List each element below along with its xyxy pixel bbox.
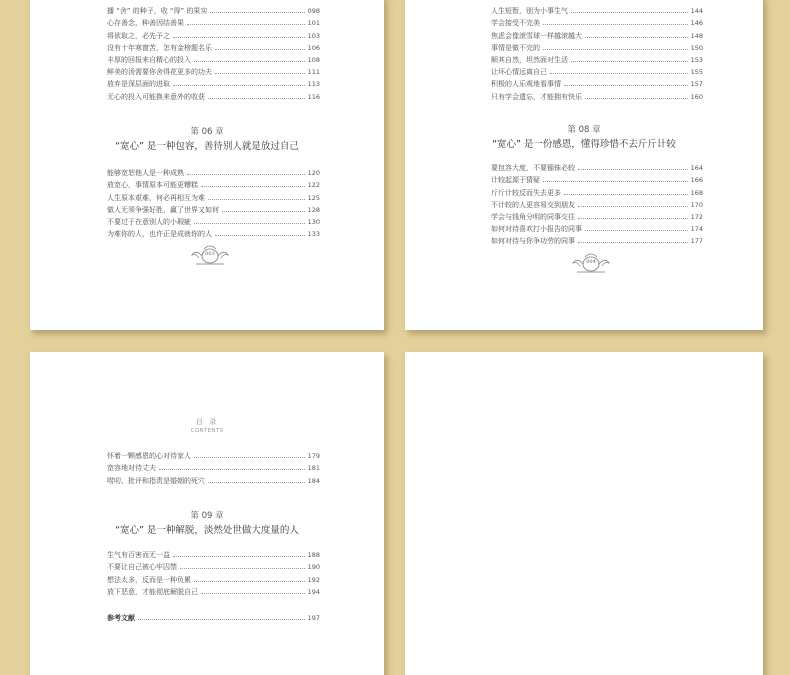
- leader-dots: [578, 206, 688, 207]
- leader-dots: [585, 37, 688, 38]
- leader-dots: [571, 61, 688, 62]
- reference-entry: [107, 610, 320, 622]
- toc-entry-page: 157: [690, 80, 703, 89]
- toc-entry-title: 放弃是深层面的进取: [107, 80, 170, 89]
- leader-dots: [215, 73, 305, 74]
- chapter-heading: [405, 125, 763, 151]
- toc-entry-page: 116: [307, 92, 320, 101]
- toc-entry[interactable]: [107, 226, 320, 238]
- toc-entry[interactable]: [491, 40, 703, 52]
- toc-entry-page: 106: [307, 43, 320, 52]
- page-number: 004: [586, 259, 596, 265]
- page-number: 003: [205, 251, 215, 257]
- toc-entry-page: 098: [307, 7, 320, 16]
- toc-entry-title: 为难你的人，也许正是成就你的人: [107, 230, 212, 239]
- chapter-number: 第 08 章: [567, 125, 601, 135]
- toc-entry[interactable]: [107, 3, 320, 15]
- toc-entry-title: 让坏心情远离自己: [491, 68, 547, 77]
- leader-dots: [159, 469, 305, 470]
- toc-entry[interactable]: [107, 214, 320, 226]
- chapter-heading: [30, 127, 384, 153]
- toc-entry-title: 心存善念，种善因结善果: [107, 19, 184, 28]
- toc-entry-page: 164: [690, 164, 703, 173]
- toc-entry-page: 133: [307, 230, 320, 239]
- chapter-number: 第 06 章: [190, 127, 224, 137]
- leader-dots: [201, 593, 305, 594]
- toc-entry[interactable]: [491, 76, 703, 88]
- toc-entry-title: 不要让自己被心牢囚禁: [107, 563, 177, 572]
- toc-entry-page: 155: [690, 68, 703, 77]
- leader-dots: [578, 218, 688, 219]
- chapter-number: 第 09 章: [190, 511, 224, 521]
- toc-entry-page: 174: [690, 225, 703, 234]
- toc-entry[interactable]: [107, 88, 320, 100]
- toc-entry-title: 参考文献: [107, 614, 135, 623]
- page-number-emblem: [571, 251, 611, 275]
- toc-entry[interactable]: [107, 559, 320, 571]
- toc-entry-page: 190: [307, 563, 320, 572]
- toc-entry-page: 101: [307, 19, 320, 28]
- toc-entry-page: 146: [690, 19, 703, 28]
- leader-dots: [564, 85, 688, 86]
- leader-dots: [564, 194, 688, 195]
- toc-entry-title: 计较起源于猜疑: [491, 176, 540, 185]
- leader-dots: [550, 73, 688, 74]
- toc-entry-page: 113: [307, 80, 320, 89]
- toc-entry[interactable]: [107, 202, 320, 214]
- chapter-title: “宽心” 是一种包容，善待别人就是放过自己: [115, 141, 299, 152]
- toc-list: [491, 3, 703, 101]
- leader-dots: [201, 186, 305, 187]
- toc-entry[interactable]: [107, 547, 320, 559]
- toc-entry-title: 丰厚的回报来自精心的投入: [107, 55, 191, 64]
- toc-entry-page: 148: [690, 31, 703, 40]
- leader-dots: [578, 242, 688, 243]
- toc-entry[interactable]: [107, 571, 320, 583]
- toc-entry-title: 无心的投入可能换来意外的收获: [107, 92, 205, 101]
- leader-dots: [571, 12, 688, 13]
- toc-entry[interactable]: [107, 584, 320, 596]
- leader-dots: [180, 568, 305, 569]
- toc-entry-page: 144: [690, 7, 703, 16]
- toc-entry[interactable]: [107, 15, 320, 27]
- toc-entry-title: 积极的人乐观地看事情: [491, 80, 561, 89]
- toc-entry[interactable]: [491, 64, 703, 76]
- leader-dots: [208, 98, 305, 99]
- toc-entry-title: 如何对待喜欢打小报告的同事: [491, 225, 582, 234]
- leader-dots: [194, 457, 305, 458]
- toc-entry-title: 学会与钱角分明的同事交往: [491, 212, 575, 221]
- toc-entry-title: 放下恶意，才能彻底解脱自己: [107, 587, 198, 596]
- toc-list: [107, 448, 320, 485]
- leader-dots: [215, 235, 305, 236]
- toc-entry-page: 192: [307, 575, 320, 584]
- toc-entry[interactable]: [107, 472, 320, 484]
- toc-entry[interactable]: [107, 27, 320, 39]
- leader-dots: [222, 211, 305, 212]
- toc-entry-title: 要包容大度，不要锱铢必较: [491, 164, 575, 173]
- toc-entry-page: 170: [690, 200, 703, 209]
- toc-entry[interactable]: [107, 460, 320, 472]
- toc-entry-page: 177: [690, 237, 703, 246]
- toc-entry[interactable]: [491, 160, 703, 172]
- toc-entry[interactable]: [107, 40, 320, 52]
- leader-dots: [585, 98, 688, 99]
- book-page-top-left: [30, 0, 384, 330]
- toc-entry-title: 做人无须争强好胜，赢了世界又如何: [107, 205, 219, 214]
- toc-entry[interactable]: [491, 88, 703, 100]
- leader-dots: [215, 49, 305, 50]
- contents-heading: [30, 417, 384, 434]
- leader-dots: [578, 169, 688, 170]
- toc-list: [107, 165, 320, 238]
- toc-entry-page: 179: [307, 452, 320, 461]
- toc-entry-page: 103: [307, 31, 320, 40]
- leader-dots: [585, 230, 688, 231]
- chapter-heading: [30, 511, 384, 537]
- leader-dots: [194, 223, 305, 224]
- toc-entry[interactable]: [491, 197, 703, 209]
- toc-entry-title: 播 “舍” 的种子，收 “得” 的果实: [107, 7, 208, 16]
- toc-entry-title: 只有学会遗忘，才能拥有快乐: [491, 92, 582, 101]
- toc-entry-page: 111: [307, 68, 320, 77]
- toc-entry[interactable]: [491, 27, 703, 39]
- toc-entry[interactable]: [491, 172, 703, 184]
- toc-entry-title: 事情是做不完的: [491, 43, 540, 52]
- toc-entry[interactable]: [107, 610, 320, 622]
- toc-entry-title: 焦虑会像滚雪球一样越滚越大: [491, 31, 582, 40]
- toc-entry-page: 166: [690, 176, 703, 185]
- toc-entry-page: 181: [307, 464, 320, 473]
- toc-entry[interactable]: [491, 3, 703, 15]
- toc-entry[interactable]: [491, 209, 703, 221]
- toc-entry-title: 没有十年寒窗苦，怎有金榜题名乐: [107, 43, 212, 52]
- toc-entry-page: 125: [307, 193, 320, 202]
- toc-entry[interactable]: [107, 64, 320, 76]
- toc-entry[interactable]: [491, 52, 703, 64]
- toc-entry[interactable]: [107, 448, 320, 460]
- toc-entry[interactable]: [491, 184, 703, 196]
- leader-dots: [194, 61, 305, 62]
- toc-entry-title: 人生短暂，别为小事生气: [491, 7, 568, 16]
- toc-entry[interactable]: [491, 233, 703, 245]
- toc-entry-page: 197: [307, 614, 320, 623]
- toc-entry-page: 130: [307, 217, 320, 226]
- toc-list: [491, 160, 703, 245]
- toc-entry-page: 188: [307, 551, 320, 560]
- toc-entry[interactable]: [491, 221, 703, 233]
- toc-entry-page: 128: [307, 205, 320, 214]
- toc-entry-title: 鲜美的汤需要你舍得花更多的功夫: [107, 68, 212, 77]
- chapter-title: “宽心” 是一种解脱，淡然处世做大度量的人: [115, 525, 299, 536]
- contents-subtitle: CONTENTS: [190, 428, 224, 434]
- leader-dots: [173, 37, 305, 38]
- toc-entry-page: 122: [307, 181, 320, 190]
- toc-entry-title: 斤斤计较反而失去更多: [491, 188, 561, 197]
- toc-entry-title: 宽容地对待丈夫: [107, 464, 156, 473]
- toc-entry-title: 想法太多，反而是一种负累: [107, 575, 191, 584]
- leader-dots: [138, 619, 305, 620]
- toc-entry[interactable]: [107, 76, 320, 88]
- toc-entry-title: 将欲取之，必先予之: [107, 31, 170, 40]
- book-page-top-right: [405, 0, 763, 330]
- toc-entry[interactable]: [107, 52, 320, 64]
- toc-entry-title: 顺其自然，坦然面对生活: [491, 55, 568, 64]
- chapter-title: “宽心” 是一份感恩，懂得珍惜不去斤斤计较: [492, 139, 676, 150]
- toc-entry-page: 172: [690, 212, 703, 221]
- toc-entry[interactable]: [107, 165, 320, 177]
- toc-entry-title: 唠叨、批评和指责是婚姻的死穴: [107, 476, 205, 485]
- toc-entry-title: 人生原本艰难，何必再相互为难: [107, 193, 205, 202]
- toc-entry[interactable]: [107, 189, 320, 201]
- toc-entry-page: 150: [690, 43, 703, 52]
- toc-entry-page: 120: [307, 169, 320, 178]
- toc-entry-page: 108: [307, 55, 320, 64]
- toc-entry-title: 不要过于在意别人的小瑕疵: [107, 217, 191, 226]
- leader-dots: [194, 581, 305, 582]
- leader-dots: [187, 24, 305, 25]
- toc-list: [107, 3, 320, 101]
- leader-dots: [187, 174, 305, 175]
- toc-entry-title: 放宽心，事情原本可能更糟糕: [107, 181, 198, 190]
- leader-dots: [543, 24, 688, 25]
- leader-dots: [173, 85, 305, 86]
- toc-list: [107, 547, 320, 596]
- book-page-bottom-left: [30, 352, 384, 675]
- toc-entry-page: 168: [690, 188, 703, 197]
- toc-entry-page: 194: [307, 587, 320, 596]
- toc-entry-title: 能够宽恕他人是一种成熟: [107, 169, 184, 178]
- toc-entry-page: 160: [690, 92, 703, 101]
- toc-entry-title: 不计较的人更容易交到朋友: [491, 200, 575, 209]
- toc-entry-title: 生气有百害而无一益: [107, 551, 170, 560]
- book-page-bottom-right-blank: [405, 352, 763, 675]
- leader-dots: [543, 181, 688, 182]
- toc-entry-page: 153: [690, 55, 703, 64]
- leader-dots: [210, 12, 304, 13]
- toc-entry[interactable]: [491, 15, 703, 27]
- page-number-emblem: [190, 243, 230, 267]
- toc-entry-title: 如何对待与你争功劳的同事: [491, 237, 575, 246]
- toc-entry[interactable]: [107, 177, 320, 189]
- leader-dots: [173, 556, 305, 557]
- leader-dots: [208, 482, 305, 483]
- leader-dots: [208, 199, 305, 200]
- leader-dots: [543, 49, 688, 50]
- contents-title: 目 录: [195, 418, 219, 426]
- toc-entry-title: 学会接受不完美: [491, 19, 540, 28]
- toc-entry-title: 怀着一颗感恩的心对待家人: [107, 452, 191, 461]
- toc-entry-page: 184: [307, 476, 320, 485]
